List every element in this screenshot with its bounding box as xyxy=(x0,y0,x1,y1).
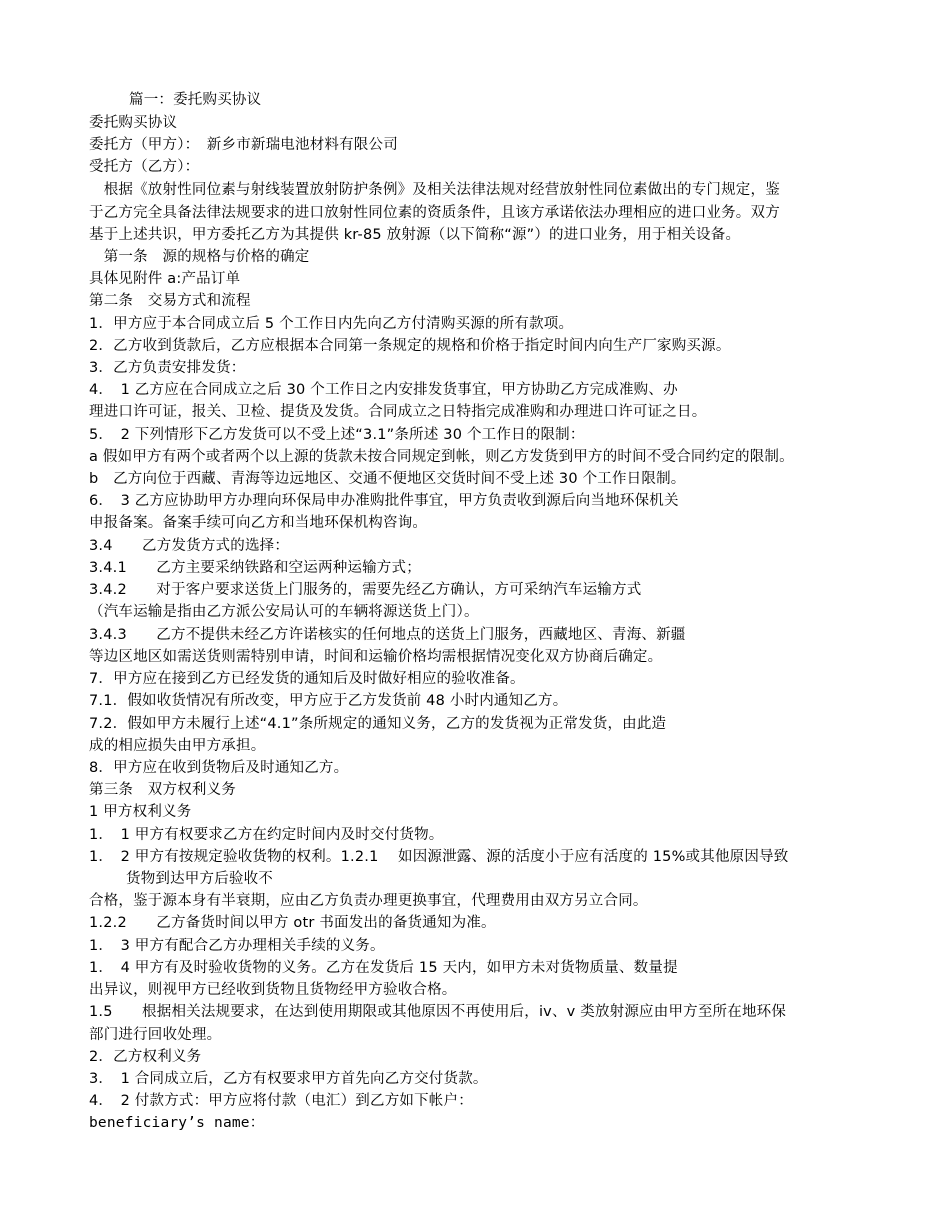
text-line: 于乙方完全具备法律法规要求的进口放射性同位素的资质条件，且该方承诺依法办理相应的进口业务。双方 xyxy=(89,205,780,221)
text-line: 4． 2 付款方式：甲方应将付款（电汇）到乙方如下帐户： xyxy=(89,1093,473,1109)
text-line: 1．甲方应于本合同成立后 5 个工作日内先向乙方付清购买源的所有款项。 xyxy=(89,316,574,332)
section-heading: 篇一：委托购买协议 xyxy=(129,92,262,108)
article-heading: 第二条 交易方式和流程 xyxy=(89,293,251,309)
text-line: 2．乙方收到货款后，乙方应根据本合同第一条规定的规格和价格于指定时间内向生产厂家购买源。 xyxy=(89,338,731,354)
text-line: 7．甲方应在接到乙方已经发货的通知后及时做好相应的验收准备。 xyxy=(89,671,525,687)
text-line: 1． 2 甲方有按规定验收货物的权利。1.2.1 如因源泄露、源的活度小于应有活度的 15%或其他原因导致 xyxy=(89,849,789,865)
text-line: 具体见附件 a:产品订单 xyxy=(89,271,241,287)
article-heading: 第一条 源的规格与价格的确定 xyxy=(89,249,310,265)
party-b-line: 受托方（乙方）： xyxy=(89,159,200,175)
beneficiary-name-label: beneficiary’s name： xyxy=(89,1115,265,1131)
text-line: b 乙方向位于西藏、青海等边远地区、交通不便地区交货时间不受上述 30 个工作日限制。 xyxy=(89,471,686,487)
subsection-heading: 2．乙方权利义务 xyxy=(89,1049,202,1065)
text-line: （汽车运输是指由乙方派公安局认可的车辆将源送货上门）。 xyxy=(89,604,479,620)
text-line: 成的相应损失由甲方承担。 xyxy=(89,738,266,754)
article-heading: 第三条 双方权利义务 xyxy=(89,782,236,798)
text-line: 理进口许可证，报关、卫检、提货及发货。合同成立之日特指完成准购和办理进口许可证之日。 xyxy=(89,404,707,420)
text-line: 合格，鉴于源本身有半衰期，应由乙方负责办理更换事宜，代理费用由双方另立合同。 xyxy=(89,893,648,909)
text-line: 部门进行回收处理。 xyxy=(89,1027,222,1043)
text-line: 出异议，则视甲方已经收到货物且货物经甲方验收合格。 xyxy=(89,982,457,998)
text-line: a 假如甲方有两个或者两个以上源的货款未按合同规定到帐，则乙方发货到甲方的时间不受合同约定的限制。 xyxy=(89,449,794,465)
text-line: 3.4 乙方发货方式的选择： xyxy=(89,538,290,554)
text-line: 3．乙方负责安排发货： xyxy=(89,360,246,376)
document-title: 委托购买协议 xyxy=(89,115,178,131)
text-line: 1.2.2 乙方备货时间以甲方 otr 书面发出的备货通知为准。 xyxy=(89,915,496,931)
text-line: 1． 3 甲方有配合乙方办理相关手续的义务。 xyxy=(89,938,385,954)
text-line: 等边区地区如需送货则需特别申请，时间和运输价格均需根据情况变化双方协商后确定。 xyxy=(89,649,663,665)
text-line: 5． 2 下列情形下乙方发货可以不受上述“3.1”条所述 30 个工作日的限制： xyxy=(89,427,585,443)
text-line: 货物到达甲方后验收不 xyxy=(126,871,273,887)
text-line: 1.5 根据相关法规要求，在达到使用期限或其他原因不再使用后，iv、v 类放射源应由甲方至所在地环保 xyxy=(89,1004,787,1020)
text-line: 3.4.2 对于客户要求送货上门服务的，需要先经乙方确认，方可采纳汽车运输方式 xyxy=(89,582,642,598)
text-line: 申报备案。备案手续可向乙方和当地环保机构咨询。 xyxy=(89,515,428,531)
text-line: 1． 1 甲方有权要求乙方在约定时间内及时交付货物。 xyxy=(89,827,444,843)
text-line: 8．甲方应在收到货物后及时通知乙方。 xyxy=(89,760,349,776)
party-a-line: 委托方（甲方）： 新乡市新瑞电池材料有限公司 xyxy=(89,137,398,153)
text-line: 7.1．假如收货情况有所改变，甲方应于乙方发货前 48 小时内通知乙方。 xyxy=(89,693,568,709)
text-line: 4． 1 乙方应在合同成立之后 30 个工作日之内安排发货事宜，甲方协助乙方完成准购、办 xyxy=(89,382,678,398)
subsection-heading: 1 甲方权利义务 xyxy=(89,804,192,820)
text-line: 基于上述共识，甲方委托乙方为其提供 kr-85 放射源（以下简称“源”）的进口业务，用于相关设备。 xyxy=(89,227,741,243)
text-line: 1． 4 甲方有及时验收货物的义务。乙方在发货后 15 天内，如甲方未对货物质量、数量提 xyxy=(89,960,678,976)
text-line: 3． 1 合同成立后，乙方有权要求甲方首先向乙方交付货款。 xyxy=(89,1071,488,1087)
text-line: 3.4.1 乙方主要采纳铁路和空运两种运输方式； xyxy=(89,560,421,576)
text-line: 3.4.3 乙方不提供未经乙方许诺核实的任何地点的送货上门服务，西藏地区、青海、新疆 xyxy=(89,627,686,643)
text-line: 6． 3 乙方应协助甲方办理向环保局申办准购批件事宜，甲方负责收到源后向当地环保机关 xyxy=(89,493,679,509)
text-line: 根据《放射性同位素与射线装置放射防护条例》及相关法律法规对经营放射性同位素做出的专门规定，鉴 xyxy=(89,182,780,198)
text-line: 7.2．假如甲方未履行上述“4.1”条所规定的通知义务，乙方的发货视为正常发货，由此造 xyxy=(89,716,667,732)
